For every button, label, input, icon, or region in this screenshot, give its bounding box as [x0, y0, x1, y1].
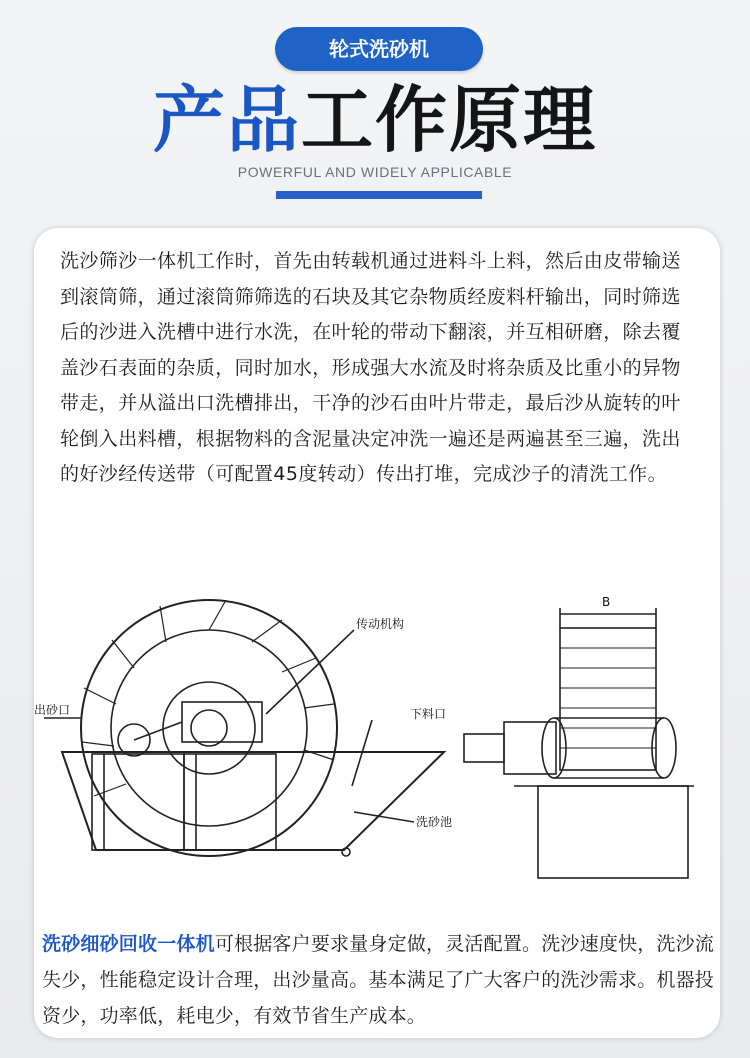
label-drive: 传动机构 — [356, 617, 405, 631]
product-note — [42, 926, 722, 1034]
label-feed: 下料口 — [410, 707, 447, 721]
label-outlet: 出砂口 — [34, 703, 71, 717]
page-subtitle: POWERFUL AND WIDELY APPLICABLE — [237, 164, 513, 180]
wheel-hub — [163, 682, 255, 774]
side-view-frame — [560, 628, 656, 770]
bucket-wheel-outer — [81, 600, 337, 856]
product-badge: 轮式洗砂机 — [275, 27, 483, 71]
title-blue-part: 产品 — [152, 78, 301, 162]
label-width: B — [602, 595, 611, 609]
product-note-text: 可根据客户要求量身定做，灵活配置。洗沙速度快，洗沙流失少，性能稳定设计合理，出沙量高。基本满足了广大客户的洗沙需求。机器投资少，功率低，耗电少，有效节省生产成本。 — [42, 933, 715, 1027]
label-tank: 洗砂池 — [416, 815, 453, 829]
title-dark-part: 工作原理 — [301, 78, 598, 162]
page-title — [0, 78, 750, 162]
product-name: 洗砂细砂回收一体机 — [42, 933, 215, 955]
bucket-wheel-inner — [111, 630, 307, 826]
working-principle-text: 洗沙筛沙一体机工作时，首先由转载机通过进料斗上料，然后由皮带输送到滚筒筛，通过滚筒筛筛选的石块及其它杂物质经废料杆输出，同时筛选后的沙进入洗槽中进行水洗，在叶轮的带动下翻滚，并互相研磨，除去覆盖沙石表面的杂质，同时加水，形成强大水流及时将杂质及比重小的异物带走，并从溢出口洗槽排出，干净的沙石由叶片带走，最后沙从旋转的叶轮倒入出料槽，根据物料的含泥量决定冲洗一遍还是两遍甚至三遍，洗出的好沙经传送带（可配置45度转动）传出打堆，完成沙子的清洗工作。 — [60, 250, 681, 485]
title-underline — [276, 191, 482, 199]
machine-diagram — [34, 590, 694, 900]
